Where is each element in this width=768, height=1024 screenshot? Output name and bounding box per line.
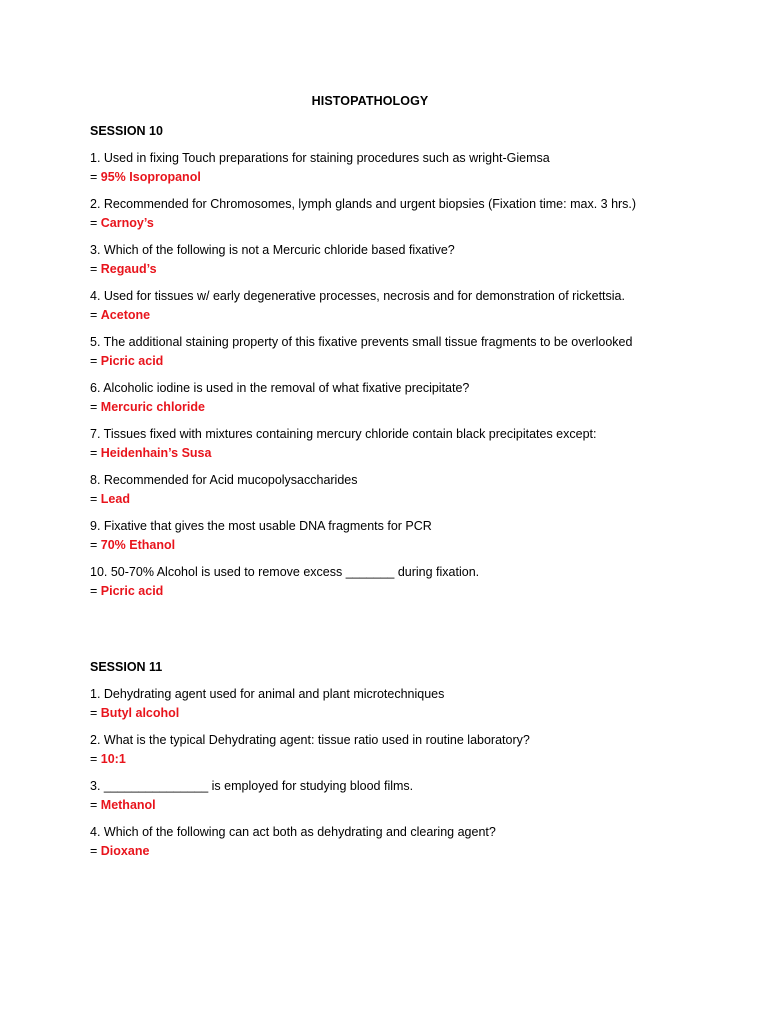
answer-text: Methanol bbox=[100, 798, 156, 812]
answer-line bbox=[90, 796, 710, 815]
session-11-section bbox=[90, 657, 710, 861]
answer-prefix: = bbox=[90, 844, 101, 858]
answer-line bbox=[90, 214, 710, 233]
answer-line bbox=[90, 444, 710, 463]
qa-item bbox=[90, 685, 710, 723]
answer-line bbox=[90, 842, 710, 861]
answer-prefix: = bbox=[90, 706, 101, 720]
qa-item bbox=[90, 241, 710, 279]
question-text: 1. Used in fixing Touch preparations for staining procedures such as wright-Giemsa bbox=[90, 151, 550, 165]
document-title: HISTOPATHOLOGY bbox=[311, 94, 429, 108]
answer-prefix: = bbox=[90, 752, 101, 766]
answer-prefix: = bbox=[90, 538, 101, 552]
question-text: 4. Used for tissues w/ early degenerative processes, necrosis and for demonstration of rickettsia. bbox=[90, 289, 625, 303]
qa-item bbox=[90, 517, 710, 555]
answer-text: Mercuric chloride bbox=[100, 400, 205, 414]
question-text: 7. Tissues fixed with mixtures containing mercury chloride contain black precipitates except: bbox=[90, 427, 597, 441]
answer-line bbox=[90, 582, 710, 601]
session-heading: SESSION 11 bbox=[90, 660, 163, 674]
qa-item bbox=[90, 149, 710, 187]
answer-line bbox=[90, 704, 710, 723]
answer-text: Picric acid bbox=[100, 354, 164, 368]
answer-line bbox=[90, 750, 710, 769]
question-text: 3. _______________ is employed for studying blood films. bbox=[90, 779, 414, 793]
qa-item bbox=[90, 777, 710, 815]
answer-text: 70% Ethanol bbox=[100, 538, 176, 552]
qa-item bbox=[90, 195, 710, 233]
question-text: 10. 50-70% Alcohol is used to remove excess _______ during fixation. bbox=[90, 565, 480, 579]
answer-text: Heidenhain’s Susa bbox=[100, 446, 212, 460]
answer-prefix: = bbox=[90, 216, 101, 230]
answer-prefix: = bbox=[90, 400, 101, 414]
answer-line bbox=[90, 260, 710, 279]
answer-line bbox=[90, 398, 710, 417]
answer-line bbox=[90, 490, 710, 509]
session-heading: SESSION 10 bbox=[90, 124, 163, 138]
answer-prefix: = bbox=[90, 262, 101, 276]
question-text: 9. Fixative that gives the most usable DNA fragments for PCR bbox=[90, 519, 432, 533]
answer-text: Carnoy’s bbox=[100, 216, 154, 230]
question-text: 4. Which of the following can act both as dehydrating and clearing agent? bbox=[90, 825, 496, 839]
answer-prefix: = bbox=[90, 446, 101, 460]
qa-item bbox=[90, 379, 710, 417]
answer-prefix: = bbox=[90, 798, 101, 812]
answer-prefix: = bbox=[90, 308, 101, 322]
question-text: 6. Alcoholic iodine is used in the removal of what fixative precipitate? bbox=[90, 381, 470, 395]
answer-prefix: = bbox=[90, 584, 101, 598]
qa-item bbox=[90, 823, 710, 861]
question-text: 3. Which of the following is not a Mercuric chloride based fixative? bbox=[90, 243, 455, 257]
question-text: 1. Dehydrating agent used for animal and plant microtechniques bbox=[90, 687, 445, 701]
qa-item bbox=[90, 563, 710, 601]
session-10-section bbox=[90, 121, 710, 601]
qa-item bbox=[90, 333, 710, 371]
qa-item bbox=[90, 287, 710, 325]
answer-text: Regaud’s bbox=[100, 262, 157, 276]
answer-line bbox=[90, 168, 710, 187]
question-text: 5. The additional staining property of this fixative prevents small tissue fragments to be overlooked bbox=[90, 335, 633, 349]
question-text: 2. Recommended for Chromosomes, lymph glands and urgent biopsies (Fixation time: max. 3 hrs.) bbox=[90, 197, 637, 211]
answer-text: Dioxane bbox=[100, 844, 150, 858]
answer-prefix: = bbox=[90, 170, 101, 184]
answer-line bbox=[90, 306, 710, 325]
qa-item bbox=[90, 731, 710, 769]
question-text: 2. What is the typical Dehydrating agent: tissue ratio used in routine laboratory? bbox=[90, 733, 530, 747]
question-text: 8. Recommended for Acid mucopolysaccharides bbox=[90, 473, 358, 487]
answer-line bbox=[90, 352, 710, 371]
answer-text: Picric acid bbox=[100, 584, 164, 598]
answer-prefix: = bbox=[90, 492, 101, 506]
answer-line bbox=[90, 536, 710, 555]
answer-text: Butyl alcohol bbox=[100, 706, 180, 720]
answer-prefix: = bbox=[90, 354, 101, 368]
qa-item bbox=[90, 425, 710, 463]
qa-item bbox=[90, 471, 710, 509]
answer-text: Acetone bbox=[100, 308, 151, 322]
answer-text: 10:1 bbox=[100, 752, 126, 766]
answer-text: 95% Isopropanol bbox=[100, 170, 201, 184]
answer-text: Lead bbox=[100, 492, 130, 506]
